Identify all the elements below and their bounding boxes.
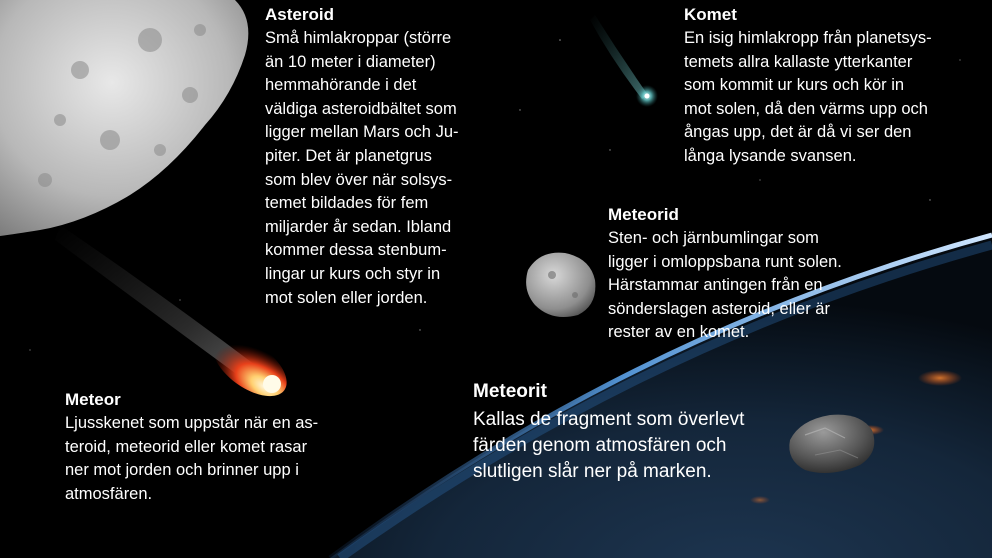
komet-description: En isig himlakropp från planetsys- temets allra kallaste ytterkanter som kommit ur kurs och kör in mot solen, då den värms upp och ångas upp, det är då vi ser den långa lysande svansen. (684, 29, 932, 165)
komet-title: Komet (684, 5, 737, 24)
meteorit-description: Kallas de fragment som överlevt färden genom atmosfären och slutligen slår ner på marken. (473, 409, 745, 482)
asteroid-section (265, 5, 505, 310)
meteor-title: Meteor (65, 390, 121, 409)
meteorid-description: Sten- och järnbumlingar som ligger i omloppsbana runt solen. Härstammar antingen från en sönderslagen asteroid, eller är rester av en komet. (608, 229, 842, 342)
meteor-section (65, 390, 365, 506)
meteor-fireball (55, 225, 297, 408)
meteor-description: Ljusskenet som uppstår när en as- teroid, meteorid eller komet rasar ner mot jorden och brinner upp i atmosfären. (65, 414, 319, 503)
meteorit-section (473, 381, 803, 485)
comet (590, 15, 658, 107)
meteorid-title: Meteorid (608, 205, 679, 224)
meteorit-title: Meteorit (473, 381, 547, 402)
meteorid-section (608, 205, 908, 345)
asteroid-description: Små himlakroppar (större än 10 meter i diameter) hemmahörande i det väldiga asteroidbältet som ligger mellan Mars och Ju- piter. Det är planetgrus som blev över när solsys- temet bildades för fem miljarder år sedan. Ibland kommer dessa stenbum- lingar ur kurs och styr in mot solen eller jorden. (265, 29, 459, 307)
meteoroid-image (526, 253, 595, 317)
asteroid-title: Asteroid (265, 5, 334, 24)
asteroid-image (0, 0, 248, 236)
komet-section (684, 5, 984, 169)
